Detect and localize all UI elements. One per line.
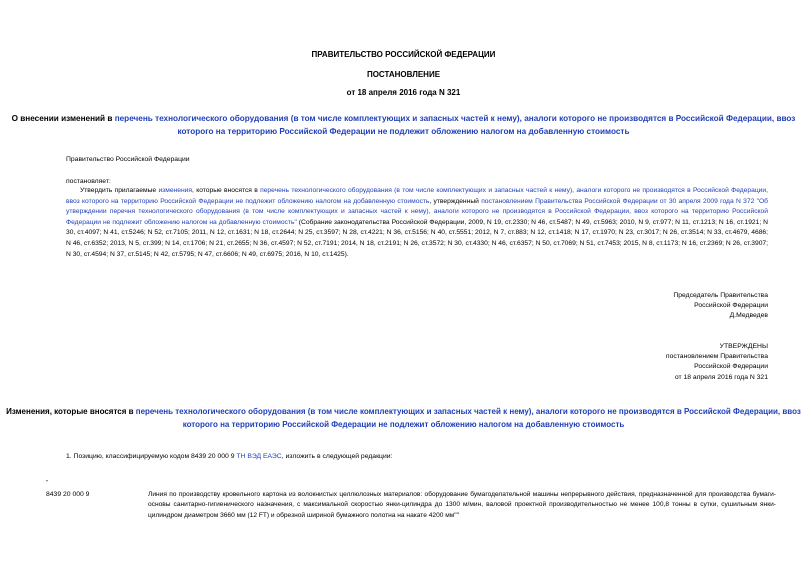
intro-text: Правительство Российской Федерации (66, 156, 190, 163)
government-heading: ПРАВИТЕЛЬСТВО РОССИЙСКОЙ ФЕДЕРАЦИИ (311, 50, 496, 59)
item-code: 8439 20 000 9 (46, 491, 90, 498)
changes-title (0, 406, 807, 431)
document-type-heading: ПОСТАНОВЛЕНИЕ (366, 70, 441, 79)
signature-line-3: Д.Медведев (729, 312, 768, 320)
item-1 (66, 452, 392, 462)
signature-block (673, 291, 768, 322)
item-1-text-a: 1. Позицию, классифицируемую кодом 8439 20 000 9 (66, 453, 237, 460)
paragraph-text-b: , которые вносятся в (192, 187, 261, 194)
approval-block (666, 342, 768, 383)
item-description: Линия по производству кровельного картона из волокнистых целлюлозных материалов: оборудование бумагоделательной машины непрерывного действия, предназначенной для производства бумаги-основы санитарно-гигиенического назначения, с максимальной скоростью янки-цилиндра до 1300 м/мин, валовой проектной производительностью не менее 100,8 тонны в сутки, сушильным янки-цилиндром диаметром 3660 мм (12 FT) и обрезной шириной бумажного полотна на накате 4200 мм"" (148, 491, 776, 519)
paragraph-text-a: Утвердить прилагаемые (80, 187, 159, 194)
item-1-text-b: , изложить в следующей редакции: (281, 453, 393, 460)
document-title (0, 112, 807, 138)
signature-line-1: Председатель Правительства (673, 292, 768, 299)
resolution-link[interactable]: постановлением Правительства Российской Федерации от 30 апреля 2009 года N 372 "Об утверждении перечня технологического оборудования (в том числе комплектующих и запасных частей к нему), аналоги которого не производятся в Российской Федерации, ввоз которого на территорию Российской Федерации не подлежит обложению налогом на добавленную стоимость" (66, 197, 769, 226)
tnved-link[interactable]: ТН ВЭД ЕАЭС (236, 453, 282, 460)
approval-line-2: постановлением Правительства (665, 353, 768, 361)
paragraph-text-c: , утвержденный (429, 197, 482, 205)
main-paragraph (66, 186, 768, 260)
approval-line-4: от 18 апреля 2016 года N 321 (674, 373, 768, 381)
approval-line-1: УТВЕРЖДЕНЫ (719, 343, 768, 350)
approval-line-3: Российской Федерации (694, 363, 768, 371)
paragraph-text-d: (Собрание законодательства Российской Федерации, 2009, N 19, ст.2330; N 46, ст.5487; N 49, ст.5963; 2010, N 9, ст.977; N 11, ст.1213; N 16, ст.1921; N 30, ст.4097; N 41, ст.5246; N 52, ст.7105; 2011, N 12, ст.1631; N 18, ст.2644; N 25, ст.3597; N 28, ст.4221; N 36, ст.5156; N 40, ст.5551; 2012, N 7, ст.883; N 12, ст.1418; N 17, ст.1970; N 23, ст.3017; N 26, ст.3514; N 33, ст.4679, 4686; N 46, ст.6352; 2013, N 5, ст.399; N 14, ст.1706; N 21, ст.2655; N 36, ст.4597; N 52, ст.7191; 2014, N 18, ст.2191; N 26, ст.3572; N 30, ст.4330; N 46, ст.6357; N 50, ст.7069; N 51, ст.7453; 2015, N 8, ст.1173; N 16, ст.2369; N 26, ст.3907; N 30, ст.4594; N 37, ст.5145; N 42, ст.5795; N 47, ст.6606; N 49, ст.6975; 2016, N 10, ст.1425). (66, 218, 769, 258)
title-link[interactable]: перечень технологического оборудования (в том числе комплектующих и запасных частей к нему), аналоги которого не производятся в Российской Федерации, ввоз которого на территорию Российской Федерации не подлежит обложению налогом на добавленную стоимость (114, 114, 796, 136)
signature-line-2: Российской Федерации (694, 302, 768, 310)
changes-title-link[interactable]: перечень технологического оборудования (в том числе комплектующих и запасных частей к нему), аналоги которого не производятся в Российской Федерации, ввоз которого на территорию Российской Федерации не подлежит обложению налогом на добавленную стоимость (135, 407, 801, 429)
opening-quote: " (46, 480, 48, 486)
changes-link[interactable]: изменения (158, 187, 193, 194)
date-number-heading: от 18 апреля 2016 года N 321 (346, 88, 461, 97)
decides-text: постановляет: (66, 178, 111, 185)
list-link[interactable]: перечень технологического оборудования (в том числе комплектующих и запасных частей к нему), аналоги которого не производятся в Российской Федерации, ввоз которого на территорию Российской Федерации не подлежит обложению налогом на добавленную стоимость (66, 187, 768, 205)
changes-title-prefix: Изменения, которые вносятся в (6, 407, 136, 416)
title-prefix: О внесении изменений в (11, 114, 115, 123)
